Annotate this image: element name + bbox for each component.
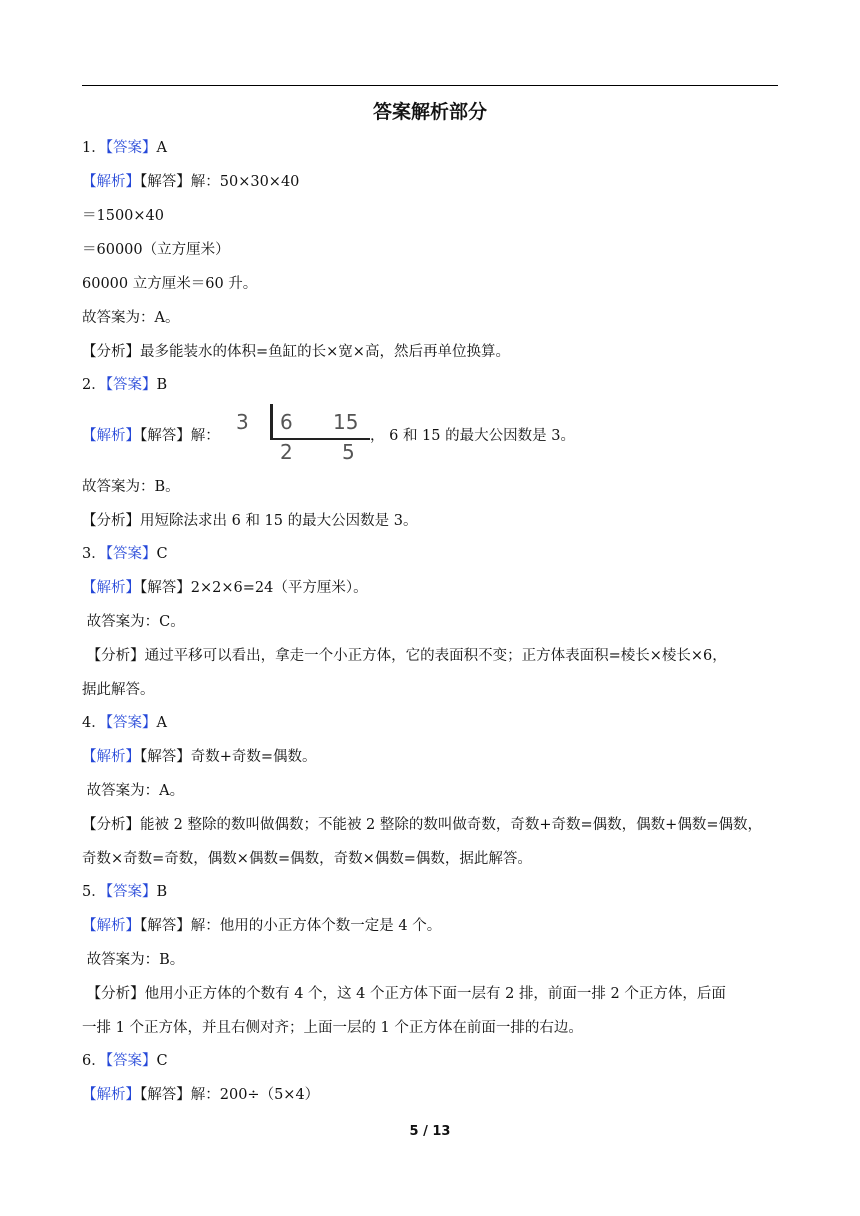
q5-answer: B — [156, 884, 168, 900]
q4-jiexi-tag: 【解析】 — [82, 749, 140, 765]
q2-analysis: 【分析】用短除法求出 6 和 15 的最大公因数是 3。 — [82, 513, 418, 529]
q1-conclusion: 故答案为：A。 — [82, 310, 180, 326]
q6-answer-line — [82, 1052, 168, 1070]
q3-analysis-line-2: 据此解答。 — [82, 682, 155, 698]
q4-answer-line — [82, 714, 167, 732]
q1-answer: A — [156, 140, 167, 156]
q6-solution — [82, 1086, 319, 1104]
q2-solution-prefix — [82, 427, 220, 445]
q6-number: 6． — [82, 1053, 106, 1069]
q2-text: 【解答】解： — [140, 428, 220, 444]
division-divisor: 3 — [236, 410, 249, 434]
q5-number: 5． — [82, 884, 106, 900]
q3-answer-tag: 【答案】 — [105, 546, 157, 562]
division-dividend-a: 6 — [280, 410, 293, 434]
division-vertical-bar — [270, 404, 273, 440]
q1-answer-tag: 【答案】 — [105, 140, 157, 156]
q4-solution — [82, 748, 317, 766]
q4-answer: A — [156, 715, 167, 731]
q2-answer-tag: 【答案】 — [105, 377, 157, 393]
header-rule — [82, 85, 778, 86]
q3-conclusion: 故答案为：C。 — [82, 614, 185, 630]
short-division-figure — [234, 402, 374, 464]
q3-text: 【解答】2×2×6=24（平方厘米）。 — [140, 580, 368, 596]
q4-answer-tag: 【答案】 — [105, 715, 157, 731]
page-number: 5 / 13 — [409, 1124, 451, 1139]
q5-analysis-line-1: 【分析】他用小正方体的个数有 4 个，这 4 个正方体下面一层有 2 排，前面一排 2 个正方体，后面 — [82, 986, 726, 1002]
page-title: 答案解析部分 — [372, 101, 487, 123]
q3-answer: C — [156, 546, 168, 562]
q2-answer-line — [82, 376, 167, 394]
q2-solution-suffix: ， 6 和 15 的最大公因数是 3。 — [370, 428, 575, 444]
division-dividend-b: 15 — [333, 410, 359, 434]
q5-text: 【解答】解：他用的小正方体个数一定是 4 个。 — [140, 918, 442, 934]
q4-conclusion: 故答案为：A。 — [82, 783, 185, 799]
q1-solution-line-1 — [82, 173, 299, 191]
q4-number: 4． — [82, 715, 106, 731]
q1-number: 1． — [82, 140, 106, 156]
q6-jiexi-tag: 【解析】 — [82, 1087, 140, 1103]
q4-text: 【解答】奇数+奇数=偶数。 — [140, 749, 317, 765]
q3-answer-line — [82, 545, 168, 563]
q6-answer: C — [156, 1053, 168, 1069]
q5-answer-line — [82, 883, 167, 901]
q1-solution-line-3: ＝60000（立方厘米） — [82, 242, 230, 258]
q4-analysis-line-1: 【分析】能被 2 整除的数叫做偶数；不能被 2 整除的数叫做奇数，奇数+奇数=偶数，偶数+偶数=偶数， — [82, 817, 762, 833]
q5-conclusion: 故答案为：B。 — [82, 952, 185, 968]
q3-jiexi-tag: 【解析】 — [82, 580, 140, 596]
q2-answer: B — [156, 377, 168, 393]
q1-analysis: 【分析】最多能装水的体积=鱼缸的长×宽×高，然后再单位换算。 — [82, 344, 510, 360]
q5-jiexi-tag: 【解析】 — [82, 918, 140, 934]
q1-jiexi-tag: 【解析】 — [82, 174, 140, 190]
q6-answer-tag: 【答案】 — [105, 1053, 157, 1069]
division-quotient-b: 5 — [342, 440, 355, 464]
q4-analysis-line-2: 奇数×奇数=奇数，偶数×偶数=偶数，奇数×偶数=偶数，据此解答。 — [82, 851, 532, 867]
q1-solution-line-2: ＝1500×40 — [82, 208, 165, 224]
q5-answer-tag: 【答案】 — [105, 884, 157, 900]
q5-solution — [82, 917, 441, 935]
q2-jiexi-tag: 【解析】 — [82, 428, 140, 444]
q1-answer-line — [82, 139, 167, 157]
q5-analysis-line-2: 一排 1 个正方体，并且右侧对齐；上面一层的 1 个正方体在前面一排的右边。 — [82, 1020, 583, 1036]
division-quotient-a: 2 — [280, 440, 293, 464]
q3-number: 3． — [82, 546, 106, 562]
q6-text: 【解答】解：200÷（5×4） — [140, 1087, 320, 1103]
q1-text: 【解答】解：50×30×40 — [140, 174, 300, 190]
q2-conclusion: 故答案为：B。 — [82, 479, 180, 495]
q2-number: 2． — [82, 377, 106, 393]
q3-solution — [82, 579, 368, 597]
q1-solution-line-4: 60000 立方厘米＝60 升。 — [82, 276, 258, 292]
q3-analysis-line-1: 【分析】通过平移可以看出，拿走一个小正方体，它的表面积不变；正方体表面积=棱长×棱长×6， — [82, 648, 727, 664]
